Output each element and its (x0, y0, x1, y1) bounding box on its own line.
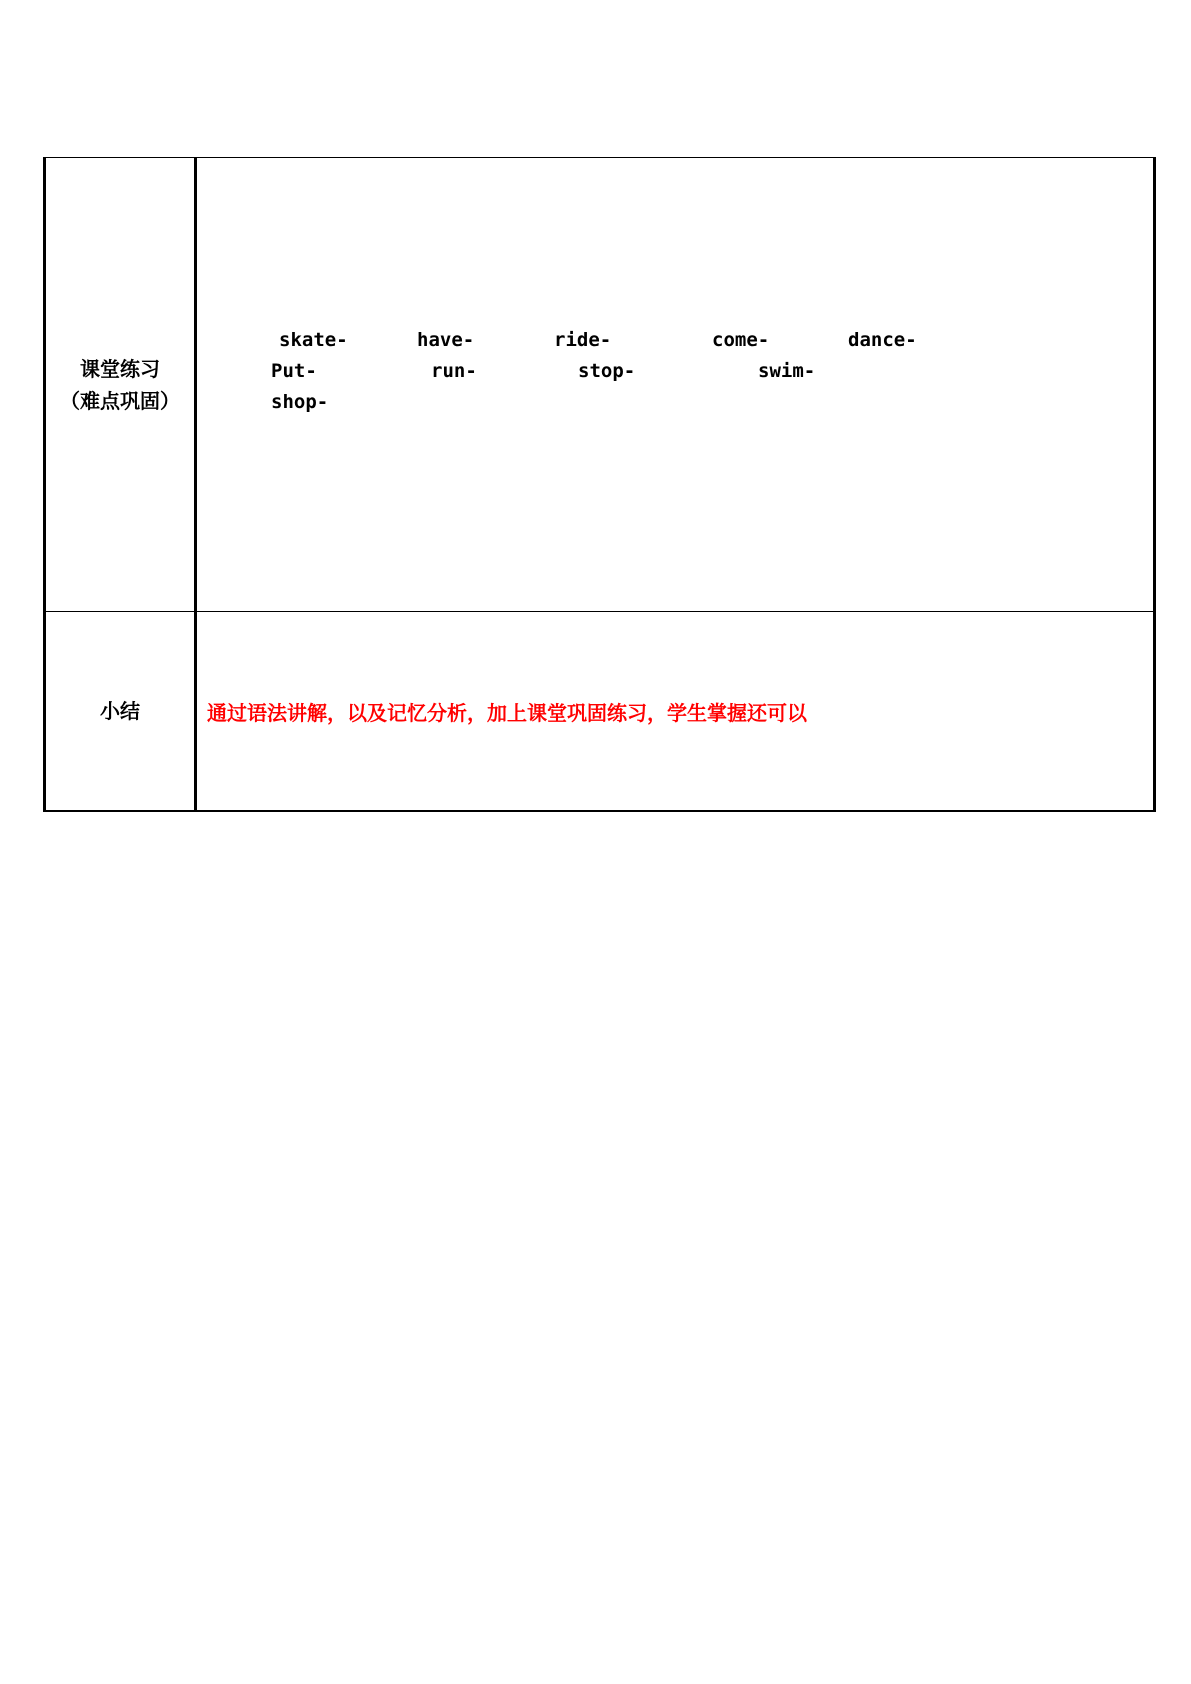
practice-label-line1: 课堂练习 (80, 356, 160, 381)
word-swim: swim- (758, 360, 816, 382)
practice-label-line2: （难点巩固） (60, 388, 180, 413)
word-run: run- (431, 360, 477, 382)
summary-row (45, 612, 1155, 812)
word-ride: ride- (554, 329, 612, 351)
word-come: come- (712, 329, 770, 351)
practice-label-cell (45, 158, 196, 612)
word-stop: stop- (578, 360, 636, 382)
summary-text: 通过语法讲解，以及记忆分析，加上课堂巩固练习，学生掌握还可以 (207, 700, 807, 725)
summary-label: 小结 (100, 699, 140, 723)
practice-row (45, 158, 1155, 612)
word-dance: dance- (848, 329, 917, 351)
word-put: Put- (271, 360, 317, 382)
word-shop: shop- (271, 391, 329, 413)
word-list (197, 158, 1153, 611)
practice-content-cell (196, 158, 1155, 612)
summary-label-cell (45, 612, 196, 812)
lesson-plan-table (43, 157, 1156, 812)
summary-content-cell (196, 612, 1155, 812)
word-have: have- (417, 329, 475, 351)
word-skate: skate- (279, 329, 348, 351)
